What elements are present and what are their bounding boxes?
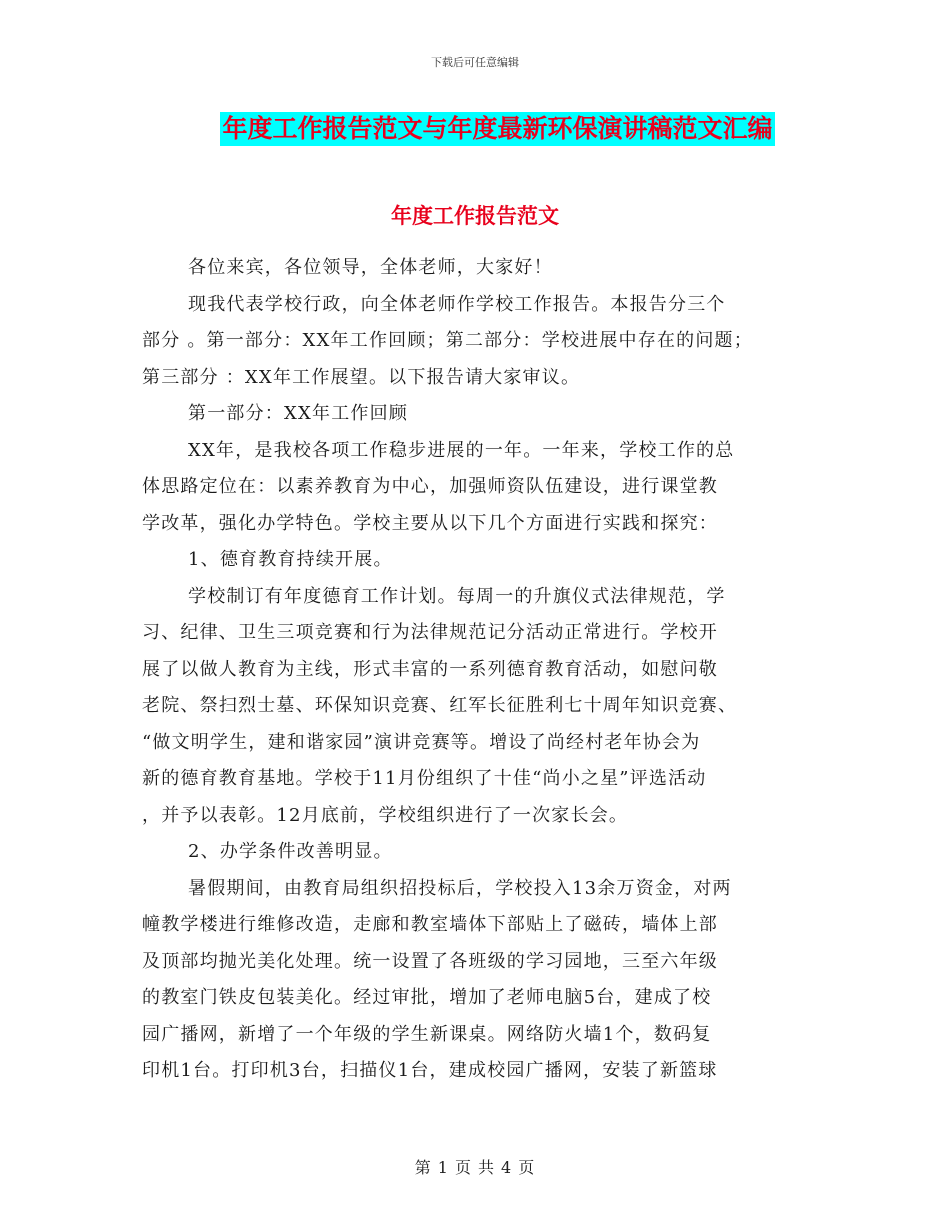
text-line: 部分 。第一部分：XX年工作回顾；第二部分：学校进展中存在的问题； bbox=[142, 330, 753, 351]
text-line: 老院、祭扫烈士墓、环保知识竞赛、红军长征胜利七十周年知识竞赛、 bbox=[142, 695, 738, 716]
footer-total-pages: 4 bbox=[501, 1158, 513, 1177]
text-line: 新的德育教育基地。学校于11月份组织了十佳“尚小之星”评选活动 bbox=[142, 768, 707, 789]
text-line: 第三部分 ：XX年工作展望。以下报告请大家审议。 bbox=[142, 366, 581, 388]
footer-page-label: 页 bbox=[454, 1158, 472, 1177]
text-line: 印机1台。打印机3台，扫描仪1台，建成校园广播网，安装了新篮球 bbox=[142, 1060, 718, 1081]
text-line: 园广播网，新增了一个年级的学生新课桌。网络防火墙1个，数码复 bbox=[142, 1023, 712, 1045]
page-footer bbox=[0, 1155, 950, 1178]
footer-total-prefix: 共 bbox=[478, 1158, 496, 1177]
text-line: “做文明学生，建和谐家园”演讲竞赛等。增设了尚经村老年协会为 bbox=[142, 731, 701, 753]
text-line: 暑假期间，由教育局组织招投标后，学校投入13余万资金，对两 bbox=[188, 877, 732, 899]
footer-page-number: 1 bbox=[437, 1158, 449, 1177]
text-line: 2、办学条件改善明显。 bbox=[188, 841, 393, 862]
text-line: ，并予以表彰。12月底前，学校组织进行了一次家长会。 bbox=[142, 804, 629, 826]
text-line: 的教室门铁皮包装美化。经过审批，增加了老师电脑5台，建成了校 bbox=[142, 987, 712, 1008]
footer-suffix: 页 bbox=[518, 1158, 536, 1177]
body-text bbox=[142, 250, 822, 1090]
text-line: 1、德育教育持续开展。 bbox=[188, 549, 393, 570]
text-line: 展了以做人教育为主线，形式丰富的一系列德育教育活动，如慰问敬 bbox=[142, 658, 718, 680]
text-line: 学改革，强化办学特色。学校主要从以下几个方面进行实践和探究： bbox=[142, 512, 718, 534]
document-title: 年度工作报告范文与年度最新环保演讲稿范文汇编 bbox=[220, 112, 774, 146]
text-line: XX年，是我校各项工作稳步进展的一年。一年来，学校工作的总 bbox=[188, 439, 735, 461]
text-line: 体思路定位在：以素养教育为中心，加强师资队伍建设，进行课堂教 bbox=[142, 476, 718, 497]
text-line: 第一部分：XX年工作回顾 bbox=[188, 403, 409, 424]
doc-title-wrap bbox=[0, 112, 950, 146]
text-line: 学校制订有年度德育工作计划。每周一的升旗仪式法律规范，学 bbox=[188, 585, 726, 607]
header-note: 下载后可任意编辑 bbox=[431, 56, 519, 69]
text-line: 幢教学楼进行维修改造，走廊和教室墙体下部贴上了磁砖，墙体上部 bbox=[142, 914, 718, 935]
text-line: 及顶部均抛光美化处理。统一设置了各班级的学习园地，三至六年级 bbox=[142, 950, 718, 972]
text-line: 习、纪律、卫生三项竞赛和行为法律规范记分活动正常进行。学校开 bbox=[142, 622, 718, 643]
text-line: 各位来宾，各位领导，全体老师，大家好！ bbox=[188, 257, 553, 278]
text-line: 现我代表学校行政，向全体老师作学校工作报告。本报告分三个 bbox=[188, 293, 726, 315]
section-title: 年度工作报告范文 bbox=[391, 204, 559, 228]
footer-prefix: 第 bbox=[414, 1158, 432, 1177]
